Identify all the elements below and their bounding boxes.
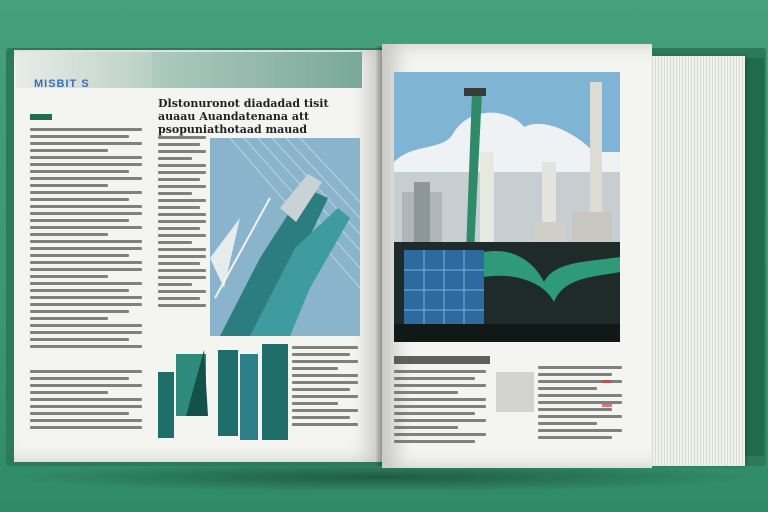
bar-graphic	[156, 340, 288, 442]
left-page-column-2	[158, 136, 206, 311]
right-page-column-1	[394, 370, 486, 447]
right-page-headline-bar	[394, 356, 490, 364]
right-page-figure	[496, 372, 534, 412]
page-stack	[650, 56, 745, 466]
left-page-kicker: MISBIT S	[34, 78, 90, 90]
left-page-column-1-lower	[30, 370, 142, 433]
left-page-accent-bar	[30, 114, 52, 120]
left-page-column-1	[30, 128, 142, 352]
right-page-red-mark	[602, 380, 612, 383]
left-page-header-accent	[152, 52, 362, 88]
left-page-headline: Dlstonuronot diadadad tisit auaau Auandatenana att psopuniathotaad mauad	[158, 97, 329, 136]
right-page-red-mark	[602, 404, 612, 407]
abstract-wing-illustration	[210, 138, 360, 336]
factory-illustration	[394, 72, 620, 342]
book-cover-edge	[742, 58, 764, 456]
left-page-column-3	[292, 346, 358, 430]
